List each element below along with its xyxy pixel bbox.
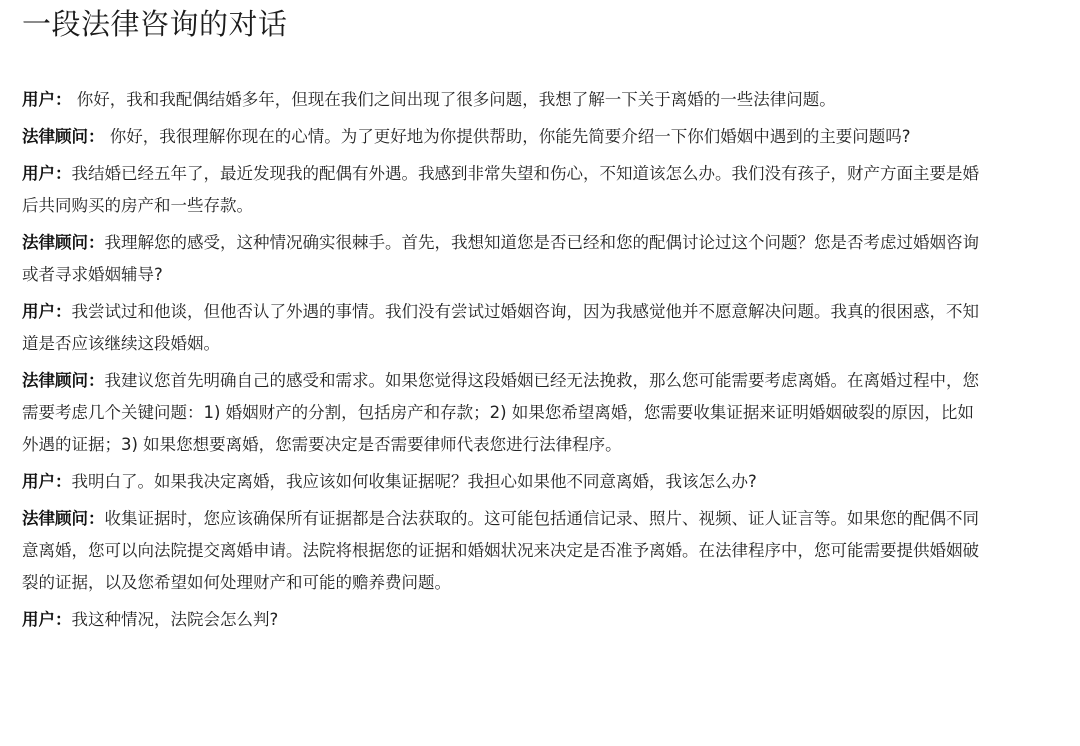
turn-text: 我尝试过和他谈，但他否认了外遇的事情。我们没有尝试过婚姻咨询，因为我感觉他并不愿意解决问题。我真的很困惑，不知道是否应该继续这段婚姻。	[22, 302, 979, 353]
dialogue-turn-user	[22, 604, 982, 636]
speaker-label: 法律顾问：	[22, 509, 105, 528]
dialogue-turn-user	[22, 84, 982, 116]
dialogue-turn-user	[22, 296, 982, 360]
speaker-label: 用户：	[22, 610, 72, 629]
turn-text: 你好，我很理解你现在的心情。为了更好地为你提供帮助，你能先简要介绍一下你们婚姻中遇到的主要问题吗?	[104, 127, 911, 146]
turn-text: 收集证据时，您应该确保所有证据都是合法获取的。这可能包括通信记录、照片、视频、证人证言等。如果您的配偶不同意离婚，您可以向法院提交离婚申请。法院将根据您的证据和婚姻状况来决定是否准予离婚。在法律程序中，您可能需要提供婚姻破裂的证据，以及您希望如何处理财产和可能的赡养费问题。	[22, 509, 979, 592]
dialogue-turn-advisor	[22, 121, 982, 153]
dialogue-turn-advisor	[22, 503, 982, 599]
turn-text: 你好，我和我配偶结婚多年，但现在我们之间出现了很多问题，我想了解一下关于离婚的一些法律问题。	[71, 90, 836, 109]
turn-text: 我理解您的感受，这种情况确实很棘手。首先，我想知道您是否已经和您的配偶讨论过这个问题？您是否考虑过婚姻咨询或者寻求婚姻辅导?	[22, 233, 979, 284]
document-title: 一段法律咨询的对话	[22, 7, 288, 41]
dialogue-turn-user	[22, 466, 982, 498]
speaker-label: 用户：	[22, 302, 72, 321]
turn-text: 我明白了。如果我决定离婚，我应该如何收集证据呢？我担心如果他不同意离婚，我该怎么办?	[71, 472, 757, 491]
dialogue-turn-user	[22, 158, 982, 222]
dialogue-turn-advisor	[22, 365, 982, 461]
speaker-label: 法律顾问：	[22, 127, 105, 146]
dialogue	[22, 84, 982, 636]
speaker-label: 用户：	[22, 472, 72, 491]
turn-text: 我结婚已经五年了，最近发现我的配偶有外遇。我感到非常失望和伤心，不知道该怎么办。我们没有孩子，财产方面主要是婚后共同购买的房产和一些存款。	[22, 164, 979, 215]
document	[22, 0, 982, 641]
turn-text: 我这种情况，法院会怎么判?	[71, 610, 279, 629]
speaker-label: 用户：	[22, 90, 72, 109]
speaker-label: 法律顾问：	[22, 233, 105, 252]
dialogue-turn-advisor	[22, 227, 982, 291]
speaker-label: 法律顾问：	[22, 371, 105, 390]
speaker-label: 用户：	[22, 164, 72, 183]
turn-text: 我建议您首先明确自己的感受和需求。如果您觉得这段婚姻已经无法挽救，那么您可能需要考虑离婚。在离婚过程中，您需要考虑几个关键问题：1) 婚姻财产的分割，包括房产和存款；2) 如果您希望离婚，您需要收集证据来证明婚姻破裂的原因，比如外遇的证据；3) 如果您想要离婚，您需要决定是否需要律师代表您进行法律程序。	[22, 371, 979, 454]
